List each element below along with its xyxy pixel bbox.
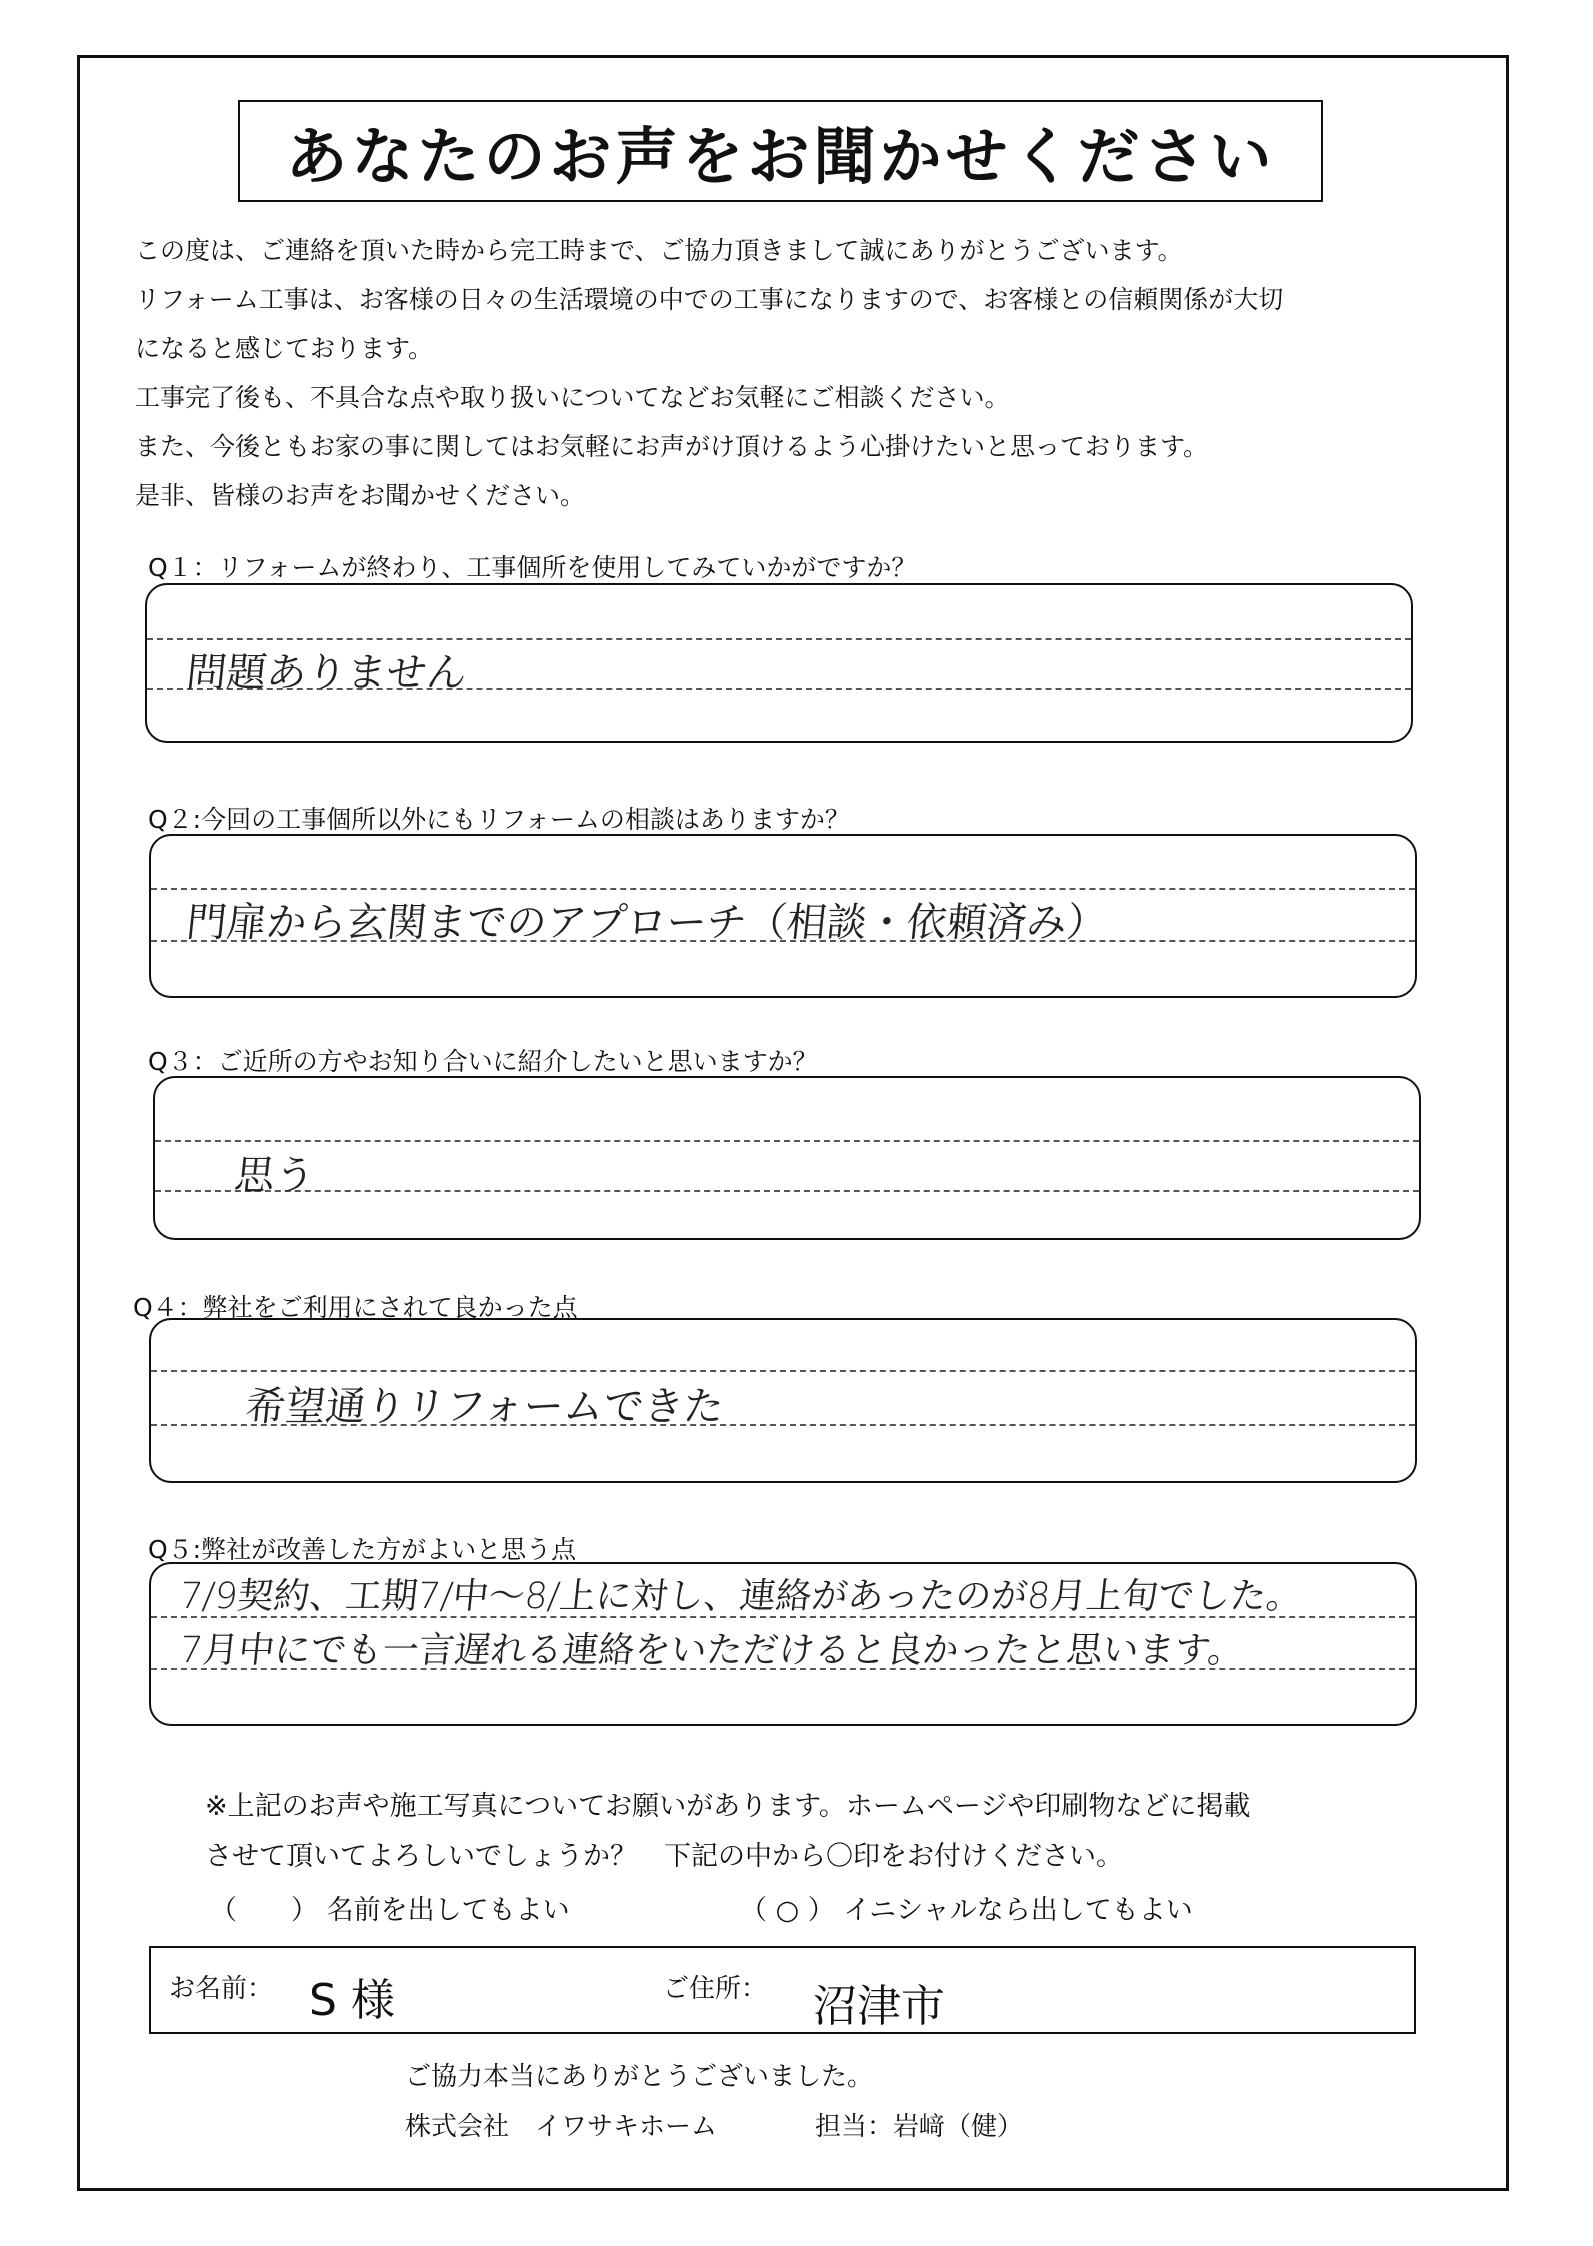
title-box [238,100,1323,202]
answer-4-box [149,1318,1417,1483]
answer-5-text-line-1: 7/9契約、工期7/中～8/上に対し、連絡があったのが8月上旬でした。 [177,1576,1305,1617]
dashed-line [147,638,1411,640]
option-text: イニシャルなら出してもよい [843,1895,1193,1926]
company-name: 株式会社 イワサキホーム [405,2112,718,2142]
intro-line: になると感じております。 [135,334,434,363]
question-4-label: Q４：弊社をご利用にされて良かった点 [133,1293,578,1322]
answer-5-text-line-2: 7月中にでも一言遅れる連絡をいただけると良かったと思います。 [177,1630,1246,1671]
address-label: ご住所： [663,1974,768,2004]
notice-line: ※上記のお声や施工写真についてお願いがあります。ホームページや印刷物などに掲載 [205,1791,1251,1822]
permission-notice [205,1782,1250,1882]
intro-line: また、今後ともお家の事に関してはお気軽にお声がけ頂けるよう心掛けたいと思っております。 [135,432,1209,461]
name-label: お名前： [169,1974,274,2004]
dashed-line [155,1190,1419,1192]
customer-info-box [149,1946,1416,2034]
dashed-line [155,1140,1419,1142]
answer-3-text: 思う [232,1153,318,1199]
intro-line: リフォーム工事は、お客様の日々の生活環境の中での工事になりますので、お客様との信頼関係が大切 [135,285,1284,314]
answer-1-box [145,583,1413,743]
intro-line: 是非、皆様のお声をお聞かせください。 [135,481,586,510]
intro-text [135,226,1455,520]
name-value: S 様 [309,1975,395,2026]
thanks-text: ご協力本当にありがとうございました。 [405,2062,874,2092]
question-2-label: Q２:今回の工事個所以外にもリフォームの相談はありますか？ [148,805,850,834]
intro-line: 工事完了後も、不具合な点や取り扱いについてなどお気軽にご相談ください。 [135,383,1010,412]
option-name[interactable] [210,1888,570,1927]
intro-line: この度は、ご連絡を頂いた時から完工時まで、ご協力頂きまして誠にありがとうございます。 [135,236,1183,265]
answer-2-text: 門扉から玄関までのアプローチ（相談・依頼済み） [184,900,1110,946]
option-initial[interactable] [740,1888,1193,1927]
dashed-line [151,888,1415,890]
dashed-line [151,1370,1415,1372]
question-5-label: Q５:弊社が改善した方がよいと思う点 [148,1535,577,1564]
option-mark: （ ） [210,1895,318,1926]
page-title: あなたのお声をお聞かせください [285,119,1276,193]
address-value: 沼津市 [813,1981,945,2032]
option-text: 名前を出してもよい [326,1895,570,1926]
answer-3-box [153,1076,1421,1240]
option-mark: （ ○ ） [740,1895,835,1926]
answer-4-text: 希望通りリフォームできた [243,1384,727,1430]
staff-name: 担当：岩﨑（健） [815,2112,1024,2142]
question-3-label: Q３：ご近所の方やお知り合いに紹介したいと思いますか？ [148,1047,818,1076]
answer-2-box [149,834,1417,998]
answer-1-text: 問題ありません [184,650,470,696]
question-1-label: Q１：リフォームが終わり、工事個所を使用してみていかがですか？ [148,553,917,582]
notice-line: させて頂いてよろしいでしょうか？ 下記の中から〇印をお付けください。 [205,1841,1123,1872]
